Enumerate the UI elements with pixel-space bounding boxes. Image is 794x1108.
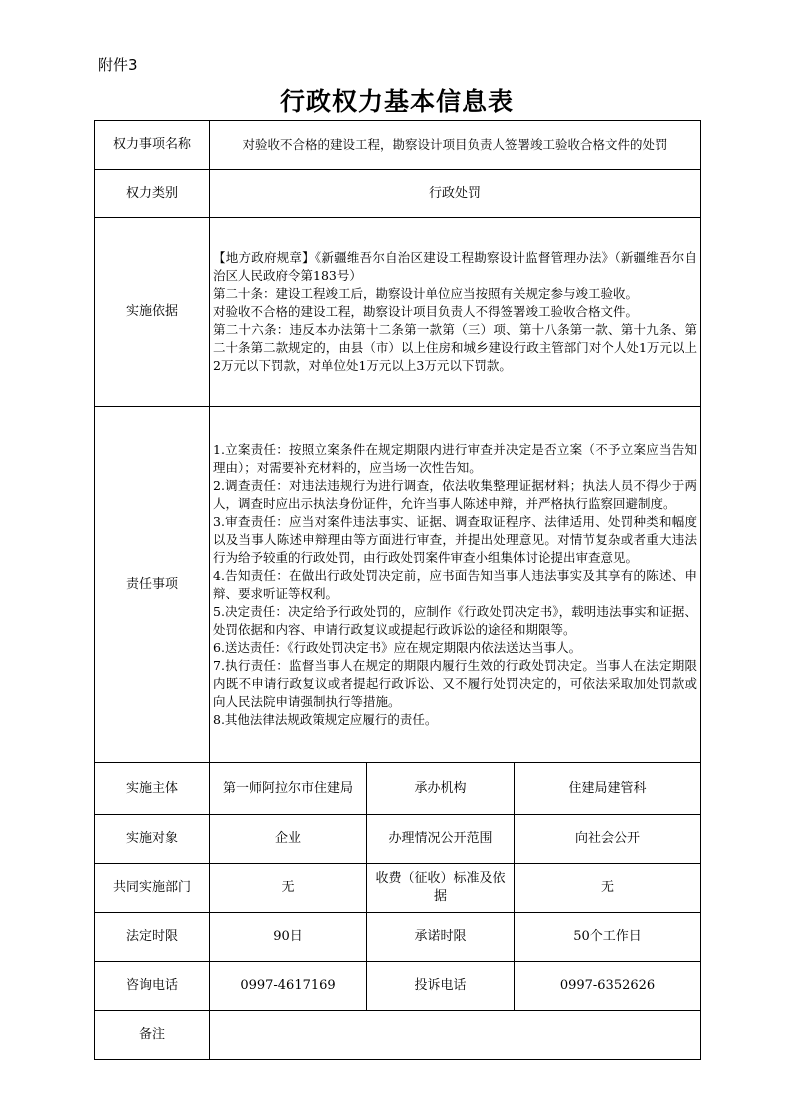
responsibility-line: 6.送达责任：《行政处罚决定书》应在规定期限内依法送达当事人。 [213,639,582,655]
fee-label: 收费（征收）标准及依据 [367,864,515,913]
target-value: 企业 [210,815,367,864]
row-target [95,815,701,864]
basis-line: 对验收不合格的建设工程，勘察设计项目负责人不得签署竣工验收合格文件。 [213,304,639,319]
responsibility-line: 3.审查责任：应当对案件违法事实、证据、调查取证程序、法律适用、处罚种类和幅度以及当事人陈述申辩理由等方面进行审查，并提出处理意见。对情节复杂或者重大违法行为给予较重的行政处罚，由行政处罚案件审查小组集体讨论提出审查意见。 [213,513,698,565]
promise-limit-value: 50个工作日 [515,913,701,962]
category-label: 权力类别 [95,170,210,218]
basis-line: 第二十条：建设工程竣工后，勘察设计单位应当按照有关规定参与竣工验收。 [213,286,639,301]
name-value: 对验收不合格的建设工程，勘察设计项目负责人签署竣工验收合格文件的处罚 [210,121,701,170]
row-responsibility [95,407,701,763]
basis-line: 【地方政府规章】《新疆维吾尔自治区建设工程勘察设计监督管理办法》（新疆维吾尔自治区人民政府令第183号） [213,250,698,283]
consult-phone-label: 咨询电话 [95,962,210,1011]
name-label: 权力事项名称 [95,121,210,170]
responsibility-content [210,407,701,763]
fee-value: 无 [515,864,701,913]
responsibility-label: 责任事项 [95,407,210,763]
disclosure-value: 向社会公开 [515,815,701,864]
row-name [95,121,701,170]
responsibility-line: 2.调查责任：对违法违规行为进行调查，依法收集整理证据材料；执法人员不得少于两人，调查时应出示执法身份证件，允许当事人陈述申辩，并严格执行监察回避制度。 [213,477,698,511]
info-table [94,120,701,1060]
row-phone [95,962,701,1011]
row-remark [95,1011,701,1060]
legal-limit-value: 90日 [210,913,367,962]
remark-value [210,1011,701,1060]
dept-value: 无 [210,864,367,913]
dept-label: 共同实施部门 [95,864,210,913]
responsibility-line: 7.执行责任：监督当事人在规定的期限内履行生效的行政处罚决定。当事人在法定期限内既不申请行政复议或者提起行政诉讼、又不履行处罚决定的，可依法采取加处罚款或向人民法院申请强制执行等措施。 [213,657,698,709]
category-value: 行政处罚 [210,170,701,218]
subject-label: 实施主体 [95,763,210,815]
promise-limit-label: 承诺时限 [367,913,515,962]
responsibility-line: 5.决定责任：决定给予行政处罚的，应制作《行政处罚决定书》，载明违法事实和证据、处罚依据和内容、申请行政复议或提起行政诉讼的途径和期限等。 [213,603,698,637]
row-subject [95,763,701,815]
remark-label: 备注 [95,1011,210,1060]
disclosure-label: 办理情况公开范围 [367,815,515,864]
page-title: 行政权力基本信息表 [279,87,514,116]
agency-value: 住建局建管科 [515,763,701,815]
row-limit [95,913,701,962]
agency-label: 承办机构 [367,763,515,815]
row-dept [95,864,701,913]
row-basis [95,218,701,407]
basis-label: 实施依据 [95,218,210,407]
consult-phone-value: 0997-4617169 [210,962,367,1011]
legal-limit-label: 法定时限 [95,913,210,962]
row-category [95,170,701,218]
responsibility-line: 4.告知责任：在做出行政处罚决定前，应书面告知当事人违法事实及其享有的陈述、申辩、要求听证等权利。 [213,567,698,601]
target-label: 实施对象 [95,815,210,864]
basis-line: 第二十六条：违反本办法第十二条第一款第（三）项、第十八条第一款、第十九条、第二十条第二款规定的，由县（市）以上住房和城乡建设行政主管部门对个人处1万元以上2万元以下罚款，对单位处1万元以上3万元以下罚款。 [213,322,698,373]
basis-content [210,218,701,407]
complaint-phone-value: 0997-6352626 [515,962,701,1011]
responsibility-line: 1.立案责任：按照立案条件在规定期限内进行审查并决定是否立案（不予立案应当告知理由）；对需要补充材料的，应当场一次性告知。 [213,441,698,475]
subject-value: 第一师阿拉尔市住建局 [210,763,367,815]
attachment-label: 附件3 [98,56,138,74]
complaint-phone-label: 投诉电话 [367,962,515,1011]
responsibility-line: 8.其他法律法规政策规定应履行的责任。 [213,711,438,727]
